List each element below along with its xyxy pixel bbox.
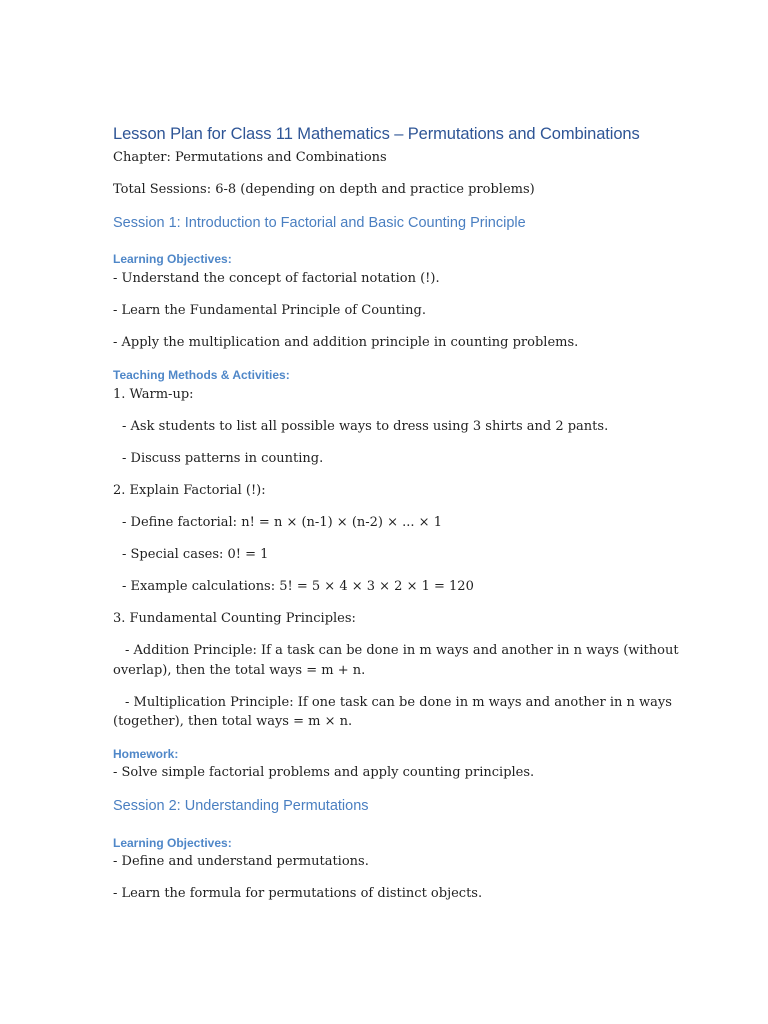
- factorial-item: - Special cases: 0! = 1: [122, 547, 269, 562]
- objective-item: - Learn the formula for permutations of distinct objects.: [113, 886, 483, 901]
- session-2-objectives-heading: Learning Objectives:: [113, 836, 232, 850]
- chapter-line: Chapter: Permutations and Combinations: [113, 150, 387, 165]
- homework-item: - Solve simple factorial problems and apply counting principles.: [113, 765, 535, 780]
- teaching-methods-heading: Teaching Methods & Activities:: [113, 368, 290, 382]
- session-2-heading: Session 2: Understanding Permutations: [113, 798, 369, 814]
- factorial-item: - Define factorial: n! = n × (n-1) × (n-2) × ... × 1: [122, 515, 442, 530]
- objective-item: - Apply the multiplication and addition principle in counting problems.: [113, 335, 579, 350]
- warmup-line: 1. Warm-up:: [113, 387, 194, 402]
- total-sessions-line: Total Sessions: 6-8 (depending on depth and practice problems): [113, 182, 535, 197]
- multiplication-principle-line-2: (together), then total ways = m × n.: [113, 714, 353, 729]
- document-title: Lesson Plan for Class 11 Mathematics – Permutations and Combinations: [113, 125, 640, 143]
- warmup-item: - Ask students to list all possible ways to dress using 3 shirts and 2 pants.: [122, 419, 609, 434]
- objective-item: - Understand the concept of factorial notation (!).: [113, 271, 440, 286]
- objective-item: - Define and understand permutations.: [113, 854, 369, 869]
- addition-principle-line-1: - Addition Principle: If a task can be done in m ways and another in n ways (without: [125, 643, 679, 658]
- session-1-heading: Session 1: Introduction to Factorial and Basic Counting Principle: [113, 215, 526, 231]
- counting-principles-line: 3. Fundamental Counting Principles:: [113, 611, 356, 626]
- addition-principle-line-2: overlap), then the total ways = m + n.: [113, 663, 366, 678]
- warmup-item: - Discuss patterns in counting.: [122, 451, 324, 466]
- factorial-line: 2. Explain Factorial (!):: [113, 483, 266, 498]
- multiplication-principle-line-1: - Multiplication Principle: If one task can be done in m ways and another in n ways: [125, 695, 672, 710]
- session-1-objectives-heading: Learning Objectives:: [113, 252, 232, 266]
- objective-item: - Learn the Fundamental Principle of Counting.: [113, 303, 426, 318]
- homework-heading: Homework:: [113, 747, 179, 761]
- factorial-item: - Example calculations: 5! = 5 × 4 × 3 × 2 × 1 = 120: [122, 579, 474, 594]
